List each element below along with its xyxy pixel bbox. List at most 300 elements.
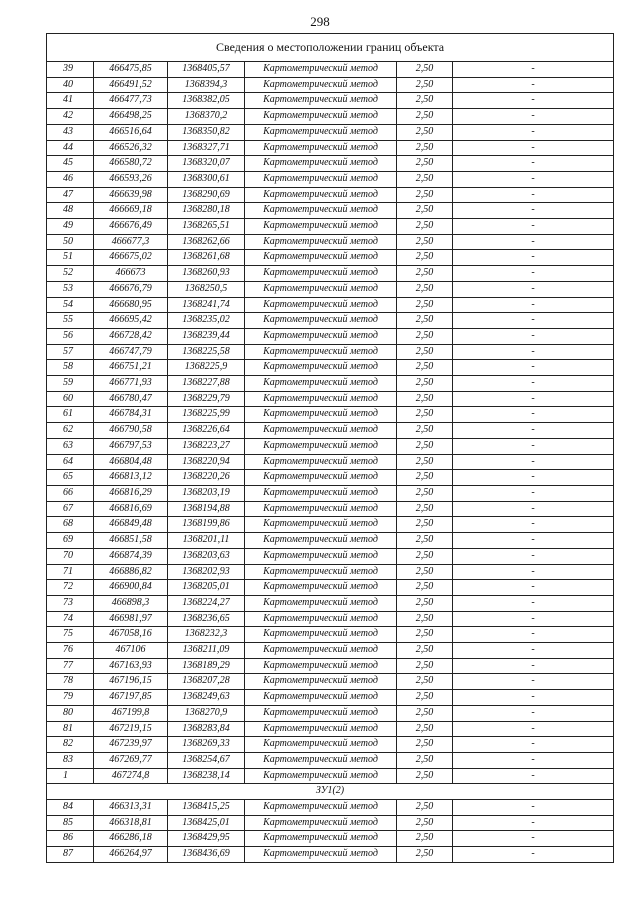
description-cell: - [453,297,614,313]
x-coordinate-cell: 467269,77 [94,752,168,768]
accuracy-cell: 2,50 [397,847,453,863]
y-coordinate-cell: 1368405,57 [168,62,245,78]
table-row [47,93,614,109]
y-coordinate-cell: 1368241,74 [168,297,245,313]
y-coordinate-cell: 1368382,05 [168,93,245,109]
point-number-cell: 41 [47,93,94,109]
method-cell: Картометрический метод [245,376,397,392]
description-cell: - [453,454,614,470]
point-number-cell: 50 [47,234,94,250]
table-row [47,203,614,219]
y-coordinate-cell: 1368249,63 [168,690,245,706]
y-coordinate-cell: 1368225,99 [168,407,245,423]
accuracy-cell: 2,50 [397,203,453,219]
x-coordinate-cell: 466286,18 [94,831,168,847]
description-cell: - [453,800,614,816]
y-coordinate-cell: 1368327,71 [168,140,245,156]
point-number-cell: 68 [47,517,94,533]
method-cell: Картометрический метод [245,423,397,439]
x-coordinate-cell: 467199,8 [94,705,168,721]
x-coordinate-cell: 466797,53 [94,438,168,454]
method-cell: Картометрический метод [245,800,397,816]
table-row [47,517,614,533]
description-cell: - [453,250,614,266]
x-coordinate-cell: 467196,15 [94,674,168,690]
method-cell: Картометрический метод [245,203,397,219]
method-cell: Картометрический метод [245,611,397,627]
y-coordinate-cell: 1368235,02 [168,313,245,329]
table-row [47,281,614,297]
page-number: 298 [310,14,330,29]
description-cell: - [453,705,614,721]
point-number-cell: 84 [47,800,94,816]
table-row [47,470,614,486]
accuracy-cell: 2,50 [397,124,453,140]
method-cell: Картометрический метод [245,752,397,768]
method-cell: Картометрический метод [245,328,397,344]
description-cell: - [453,611,614,627]
x-coordinate-cell: 466639,98 [94,187,168,203]
y-coordinate-cell: 1368425,01 [168,815,245,831]
description-cell: - [453,171,614,187]
method-cell: Картометрический метод [245,250,397,266]
y-coordinate-cell: 1368262,66 [168,234,245,250]
accuracy-cell: 2,50 [397,690,453,706]
y-coordinate-cell: 1368238,14 [168,768,245,784]
y-coordinate-cell: 1368220,26 [168,470,245,486]
description-cell: - [453,470,614,486]
method-cell: Картометрический метод [245,219,397,235]
x-coordinate-cell: 466874,39 [94,548,168,564]
method-cell: Картометрический метод [245,548,397,564]
x-coordinate-cell: 466264,97 [94,847,168,863]
point-number-cell: 44 [47,140,94,156]
method-cell: Картометрический метод [245,517,397,533]
point-number-cell: 48 [47,203,94,219]
point-number-cell: 70 [47,548,94,564]
point-number-cell: 85 [47,815,94,831]
x-coordinate-cell: 466313,31 [94,800,168,816]
table-row [47,297,614,313]
point-number-cell: 71 [47,564,94,580]
description-cell: - [453,533,614,549]
description-cell: - [453,407,614,423]
method-cell: Картометрический метод [245,407,397,423]
point-number-cell: 46 [47,171,94,187]
y-coordinate-cell: 1368270,9 [168,705,245,721]
table-row [47,690,614,706]
y-coordinate-cell: 1368203,63 [168,548,245,564]
point-number-cell: 45 [47,156,94,172]
accuracy-cell: 2,50 [397,109,453,125]
point-number-cell: 66 [47,485,94,501]
accuracy-cell: 2,50 [397,438,453,454]
x-coordinate-cell: 466804,48 [94,454,168,470]
y-coordinate-cell: 1368260,93 [168,266,245,282]
description-cell: - [453,737,614,753]
table-row [47,800,614,816]
method-cell: Картометрический метод [245,580,397,596]
accuracy-cell: 2,50 [397,595,453,611]
y-coordinate-cell: 1368199,86 [168,517,245,533]
y-coordinate-cell: 1368194,88 [168,501,245,517]
method-cell: Картометрический метод [245,391,397,407]
y-coordinate-cell: 1368225,9 [168,360,245,376]
table-row [47,815,614,831]
method-cell: Картометрический метод [245,297,397,313]
description-cell: - [453,219,614,235]
accuracy-cell: 2,50 [397,768,453,784]
table-title-row [47,34,614,62]
section-label: ЗУ1(2) [47,784,614,800]
y-coordinate-cell: 1368265,51 [168,219,245,235]
x-coordinate-cell: 466580,72 [94,156,168,172]
accuracy-cell: 2,50 [397,376,453,392]
point-number-cell: 63 [47,438,94,454]
point-number-cell: 82 [47,737,94,753]
accuracy-cell: 2,50 [397,62,453,78]
method-cell: Картометрический метод [245,234,397,250]
x-coordinate-cell: 466695,42 [94,313,168,329]
method-cell: Картометрический метод [245,313,397,329]
x-coordinate-cell: 466677,3 [94,234,168,250]
y-coordinate-cell: 1368236,65 [168,611,245,627]
point-number-cell: 86 [47,831,94,847]
method-cell: Картометрический метод [245,281,397,297]
description-cell: - [453,187,614,203]
accuracy-cell: 2,50 [397,564,453,580]
point-number-cell: 74 [47,611,94,627]
method-cell: Картометрический метод [245,501,397,517]
description-cell: - [453,674,614,690]
x-coordinate-cell: 466747,79 [94,344,168,360]
point-number-cell: 1 [47,768,94,784]
accuracy-cell: 2,50 [397,93,453,109]
x-coordinate-cell: 467239,97 [94,737,168,753]
y-coordinate-cell: 1368226,64 [168,423,245,439]
method-cell: Картометрический метод [245,595,397,611]
y-coordinate-cell: 1368202,93 [168,564,245,580]
table-row [47,407,614,423]
x-coordinate-cell: 466981,97 [94,611,168,627]
point-number-cell: 78 [47,674,94,690]
method-cell: Картометрический метод [245,847,397,863]
accuracy-cell: 2,50 [397,501,453,517]
y-coordinate-cell: 1368429,95 [168,831,245,847]
y-coordinate-cell: 1368224,27 [168,595,245,611]
method-cell: Картометрический метод [245,470,397,486]
description-cell: - [453,548,614,564]
y-coordinate-cell: 1368225,58 [168,344,245,360]
y-coordinate-cell: 1368239,44 [168,328,245,344]
accuracy-cell: 2,50 [397,454,453,470]
description-cell: - [453,517,614,533]
table-row [47,124,614,140]
method-cell: Картометрический метод [245,705,397,721]
y-coordinate-cell: 1368203,19 [168,485,245,501]
method-cell: Картометрический метод [245,674,397,690]
accuracy-cell: 2,50 [397,737,453,753]
accuracy-cell: 2,50 [397,831,453,847]
accuracy-cell: 2,50 [397,800,453,816]
section-row [47,784,614,800]
description-cell: - [453,564,614,580]
x-coordinate-cell: 467274,8 [94,768,168,784]
x-coordinate-cell: 466680,95 [94,297,168,313]
y-coordinate-cell: 1368261,68 [168,250,245,266]
table-row [47,847,614,863]
table-row [47,391,614,407]
method-cell: Картометрический метод [245,124,397,140]
accuracy-cell: 2,50 [397,313,453,329]
accuracy-cell: 2,50 [397,234,453,250]
table-row [47,454,614,470]
x-coordinate-cell: 466676,49 [94,219,168,235]
description-cell: - [453,768,614,784]
table-row [47,721,614,737]
description-cell: - [453,140,614,156]
description-cell: - [453,109,614,125]
method-cell: Картометрический метод [245,109,397,125]
x-coordinate-cell: 466790,58 [94,423,168,439]
point-number-cell: 58 [47,360,94,376]
point-number-cell: 42 [47,109,94,125]
description-cell: - [453,376,614,392]
accuracy-cell: 2,50 [397,752,453,768]
method-cell: Картометрический метод [245,485,397,501]
table-row [47,376,614,392]
accuracy-cell: 2,50 [397,548,453,564]
method-cell: Картометрический метод [245,454,397,470]
table-row [47,219,614,235]
point-number-cell: 62 [47,423,94,439]
description-cell: - [453,281,614,297]
x-coordinate-cell: 466849,48 [94,517,168,533]
description-cell: - [453,313,614,329]
y-coordinate-cell: 1368201,11 [168,533,245,549]
x-coordinate-cell: 466771,93 [94,376,168,392]
y-coordinate-cell: 1368290,69 [168,187,245,203]
table-row [47,580,614,596]
method-cell: Картометрический метод [245,721,397,737]
x-coordinate-cell: 466593,26 [94,171,168,187]
method-cell: Картометрический метод [245,62,397,78]
description-cell: - [453,360,614,376]
point-number-cell: 79 [47,690,94,706]
method-cell: Картометрический метод [245,643,397,659]
accuracy-cell: 2,50 [397,281,453,297]
point-number-cell: 83 [47,752,94,768]
x-coordinate-cell: 466816,69 [94,501,168,517]
x-coordinate-cell: 467197,85 [94,690,168,706]
table-row [47,658,614,674]
x-coordinate-cell: 467106 [94,643,168,659]
table-row [47,266,614,282]
x-coordinate-cell: 466526,32 [94,140,168,156]
accuracy-cell: 2,50 [397,219,453,235]
table-row [47,423,614,439]
point-number-cell: 60 [47,391,94,407]
accuracy-cell: 2,50 [397,674,453,690]
y-coordinate-cell: 1368205,01 [168,580,245,596]
x-coordinate-cell: 466477,73 [94,93,168,109]
accuracy-cell: 2,50 [397,328,453,344]
accuracy-cell: 2,50 [397,721,453,737]
accuracy-cell: 2,50 [397,391,453,407]
method-cell: Картометрический метод [245,533,397,549]
x-coordinate-cell: 466886,82 [94,564,168,580]
table-row [47,737,614,753]
description-cell: - [453,344,614,360]
point-number-cell: 73 [47,595,94,611]
accuracy-cell: 2,50 [397,517,453,533]
table-row [47,501,614,517]
method-cell: Картометрический метод [245,171,397,187]
point-number-cell: 43 [47,124,94,140]
description-cell: - [453,831,614,847]
accuracy-cell: 2,50 [397,156,453,172]
description-cell: - [453,658,614,674]
y-coordinate-cell: 1368350,82 [168,124,245,140]
point-number-cell: 80 [47,705,94,721]
description-cell: - [453,847,614,863]
table-row [47,674,614,690]
point-number-cell: 59 [47,376,94,392]
x-coordinate-cell: 466728,42 [94,328,168,344]
y-coordinate-cell: 1368394,3 [168,77,245,93]
accuracy-cell: 2,50 [397,171,453,187]
y-coordinate-cell: 1368189,29 [168,658,245,674]
accuracy-cell: 2,50 [397,815,453,831]
table-row [47,533,614,549]
accuracy-cell: 2,50 [397,77,453,93]
method-cell: Картометрический метод [245,360,397,376]
x-coordinate-cell: 466813,12 [94,470,168,486]
x-coordinate-cell: 466491,52 [94,77,168,93]
accuracy-cell: 2,50 [397,250,453,266]
x-coordinate-cell: 466676,79 [94,281,168,297]
y-coordinate-cell: 1368229,79 [168,391,245,407]
description-cell: - [453,485,614,501]
description-cell: - [453,643,614,659]
table-row [47,831,614,847]
point-number-cell: 76 [47,643,94,659]
table-row [47,140,614,156]
method-cell: Картометрический метод [245,438,397,454]
y-coordinate-cell: 1368300,61 [168,171,245,187]
accuracy-cell: 2,50 [397,658,453,674]
point-number-cell: 64 [47,454,94,470]
point-number-cell: 65 [47,470,94,486]
table-row [47,156,614,172]
point-number-cell: 52 [47,266,94,282]
accuracy-cell: 2,50 [397,187,453,203]
description-cell: - [453,203,614,219]
method-cell: Картометрический метод [245,815,397,831]
x-coordinate-cell: 466318,81 [94,815,168,831]
method-cell: Картометрический метод [245,156,397,172]
y-coordinate-cell: 1368320,07 [168,156,245,172]
point-number-cell: 87 [47,847,94,863]
table-row [47,768,614,784]
method-cell: Картометрический метод [245,737,397,753]
point-number-cell: 49 [47,219,94,235]
table-row [47,564,614,580]
description-cell: - [453,328,614,344]
point-number-cell: 51 [47,250,94,266]
method-cell: Картометрический метод [245,831,397,847]
accuracy-cell: 2,50 [397,140,453,156]
description-cell: - [453,124,614,140]
table-row [47,360,614,376]
accuracy-cell: 2,50 [397,470,453,486]
accuracy-cell: 2,50 [397,407,453,423]
y-coordinate-cell: 1368227,88 [168,376,245,392]
point-number-cell: 54 [47,297,94,313]
x-coordinate-cell: 466784,31 [94,407,168,423]
accuracy-cell: 2,50 [397,360,453,376]
x-coordinate-cell: 466751,21 [94,360,168,376]
method-cell: Картометрический метод [245,564,397,580]
table-row [47,171,614,187]
x-coordinate-cell: 467163,93 [94,658,168,674]
description-cell: - [453,752,614,768]
table-row [47,187,614,203]
table-row [47,77,614,93]
point-number-cell: 61 [47,407,94,423]
point-number-cell: 57 [47,344,94,360]
point-number-cell: 77 [47,658,94,674]
method-cell: Картометрический метод [245,187,397,203]
table-row [47,752,614,768]
accuracy-cell: 2,50 [397,297,453,313]
point-number-cell: 47 [47,187,94,203]
point-number-cell: 75 [47,627,94,643]
description-cell: - [453,580,614,596]
point-number-cell: 40 [47,77,94,93]
x-coordinate-cell: 466816,29 [94,485,168,501]
table-row [47,643,614,659]
y-coordinate-cell: 1368232,3 [168,627,245,643]
description-cell: - [453,423,614,439]
x-coordinate-cell: 466673 [94,266,168,282]
point-number-cell: 56 [47,328,94,344]
point-number-cell: 53 [47,281,94,297]
method-cell: Картометрический метод [245,690,397,706]
table-row [47,438,614,454]
accuracy-cell: 2,50 [397,485,453,501]
x-coordinate-cell: 466475,85 [94,62,168,78]
x-coordinate-cell: 466669,18 [94,203,168,219]
y-coordinate-cell: 1368223,27 [168,438,245,454]
table-row [47,344,614,360]
x-coordinate-cell: 466780,47 [94,391,168,407]
point-number-cell: 72 [47,580,94,596]
table-row [47,627,614,643]
table-row [47,595,614,611]
point-number-cell: 81 [47,721,94,737]
x-coordinate-cell: 466898,3 [94,595,168,611]
table-title: Сведения о местоположении границ объекта [47,34,614,62]
accuracy-cell: 2,50 [397,423,453,439]
x-coordinate-cell: 466516,64 [94,124,168,140]
point-number-cell: 39 [47,62,94,78]
table-row [47,62,614,78]
y-coordinate-cell: 1368250,5 [168,281,245,297]
method-cell: Картометрический метод [245,627,397,643]
method-cell: Картометрический метод [245,344,397,360]
accuracy-cell: 2,50 [397,266,453,282]
